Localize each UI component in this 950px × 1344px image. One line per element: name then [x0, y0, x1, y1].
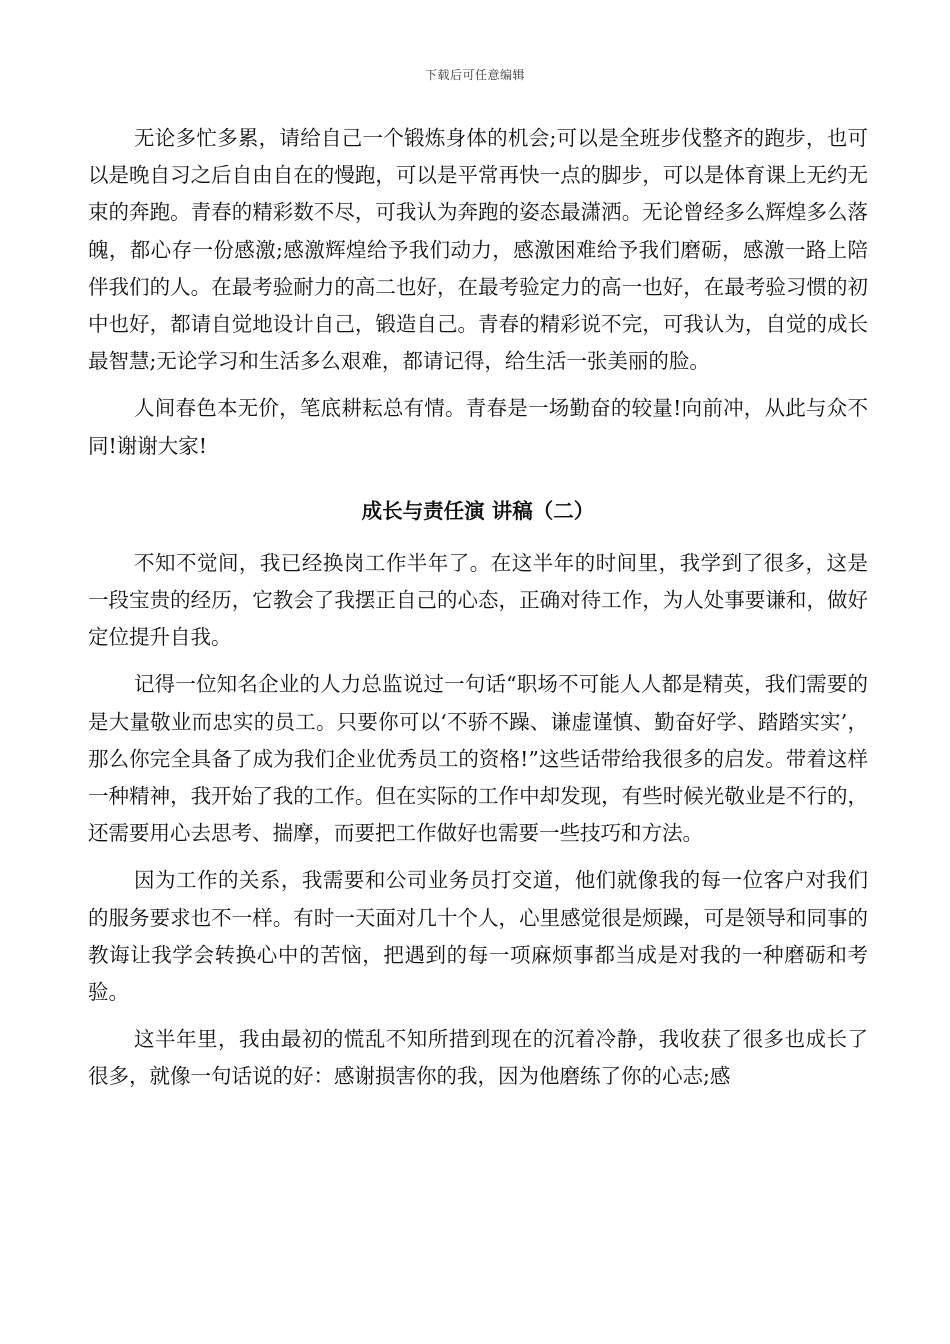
header-note: 下载后可任意编辑	[424, 68, 525, 82]
section-title: 成长与责任演 讲稿（二）	[361, 498, 595, 523]
document-body	[88, 120, 868, 1096]
paragraph: 这半年里，我由最初的慌乱不知所措到现在的沉着冷静，我收获了很多也成长了很多，就像一句话说的好：感谢损害你的我，因为他磨练了你的心志;感	[88, 1027, 868, 1089]
paragraph: 因为工作的关系，我需要和公司业务员打交道，他们就像我的每一位客户对我们的服务要求也不一样。有时一天面对几十个人，心里感觉很是烦躁，可是领导和同事的教诲让我学会转换心中的苦恼，把遇到的每一项麻烦事都当成是对我的一种磨砺和考验。	[88, 868, 868, 1005]
paragraph: 无论多忙多累，请给自己一个锻炼身体的机会;可以是全班步伐整齐的跑步，也可以是晚自习之后自由自在的慢跑，可以是平常再快一点的脚步，可以是体育课上无约无束的奔跑。青春的精彩数不尽，可我认为奔跑的姿态最潇洒。无论曾经多么辉煌多么落魄，都心存一份感激;感激辉煌给予我们动力，感激困难给予我们磨砺，感激一路上陪伴我们的人。在最考验耐力的高二也好，在最考验定力的高一也好，在最考验习惯的初中也好，都请自觉地设计自己，锻造自己。青春的精彩说不完，可我认为，自觉的成长最智慧;无论学习和生活多么艰难，都请记得，给生活一张美丽的脸。	[88, 126, 868, 374]
paragraph: 记得一位知名企业的人力总监说过一句话“职场不可能人人都是精英，我们需要的是大量敬业而忠实的员工。只要你可以‘不骄不躁、谦虚谨慎、勤奋好学、踏踏实实’，那么你完全具备了成为我们企业优秀员工的资格!”这些话带给我很多的启发。带着这样一种精神，我开始了我的工作。但在实际的工作中却发现，有些时候光敬业是不行的，还需要用心去思考、揣摩，而要把工作做好也需要一些技巧和方法。	[88, 672, 868, 846]
paragraph: 不知不觉间，我已经换岗工作半年了。在这半年的时间里，我学到了很多，这是一段宝贵的经历，它教会了我摆正自己的心态，正确对待工作，为人处事要谦和，做好定位提升自我。	[88, 550, 868, 650]
paragraph: 人间春色本无价，笔底耕耘总有情。青春是一场勤奋的较量!向前冲，从此与众不同!谢谢大家!	[88, 396, 868, 458]
